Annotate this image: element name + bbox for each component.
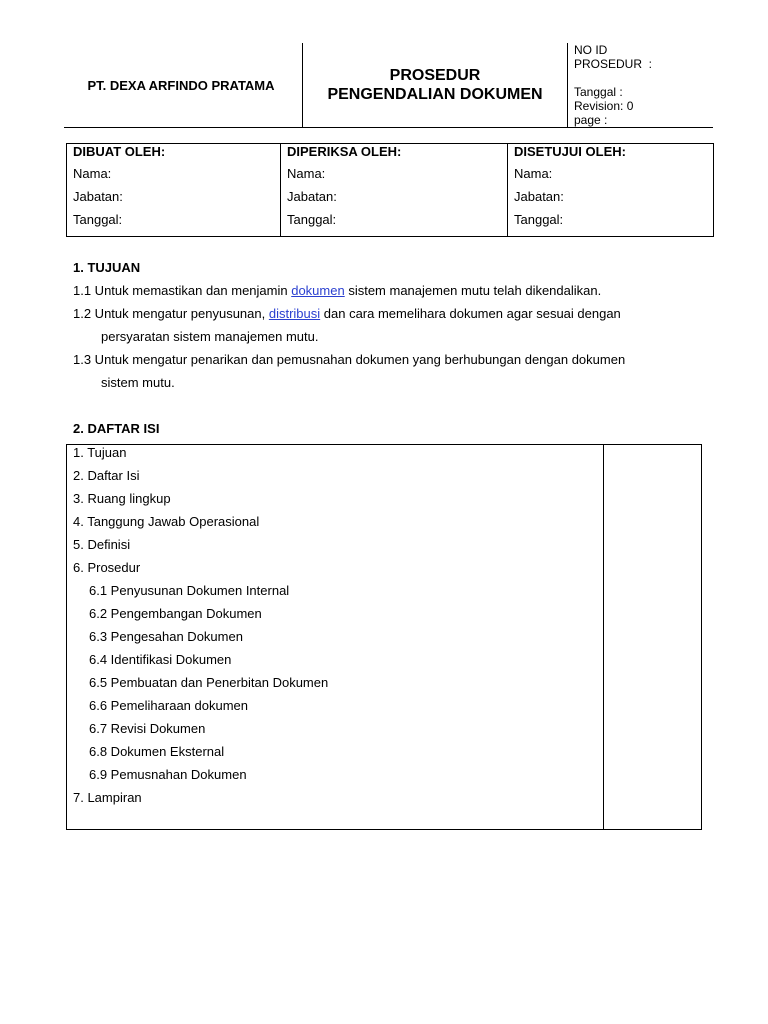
- approval-title: DIPERIKSA OLEH:: [287, 144, 402, 159]
- title-line-1: PROSEDUR: [389, 67, 481, 84]
- title-line-2: PENGENDALIAN DOKUMEN: [327, 86, 543, 103]
- tujuan-point-1: [73, 279, 694, 302]
- approval-title: DIBUAT OLEH:: [73, 144, 166, 159]
- toc-item: 5. Definisi: [73, 537, 131, 552]
- toc-item: 2. Daftar Isi: [73, 468, 140, 483]
- toc-item: 6.9 Pemusnahan Dokumen: [89, 767, 247, 782]
- link-dokumen[interactable]: dokumen: [291, 283, 345, 298]
- approval-nama: Nama:: [514, 166, 553, 181]
- toc-item: 6.2 Pengembangan Dokumen: [89, 606, 262, 621]
- document-title: [303, 66, 567, 104]
- toc-item: 1. Tujuan: [73, 445, 127, 460]
- approval-table: [66, 143, 714, 237]
- section-daftar-isi-heading: 2. DAFTAR ISI: [73, 421, 160, 436]
- approval-title: DISETUJUI OLEH:: [514, 144, 626, 159]
- table-of-contents: [66, 444, 702, 830]
- tujuan-point-2: [73, 302, 694, 325]
- company-name: PT. DEXA ARFINDO PRATAMA: [87, 78, 275, 93]
- approval-tanggal: Tanggal:: [287, 212, 337, 227]
- section-tujuan-heading: 1. TUJUAN: [73, 260, 141, 275]
- approval-jabatan: Jabatan:: [73, 189, 123, 204]
- tujuan-point-1-text-end: sistem manajemen mutu telah dikendalikan.: [344, 283, 602, 298]
- toc-item: 4. Tanggung Jawab Operasional: [73, 514, 260, 529]
- approval-col-diperiksa: [281, 144, 508, 237]
- toc-item: 6.7 Revisi Dokumen: [89, 721, 206, 736]
- toc-list: [73, 445, 328, 813]
- tujuan-point-3: 1.3 Untuk mengatur penarikan dan pemusnahan dokumen yang berhubungan dengan dokumen: [73, 352, 626, 367]
- approval-col-disetujui: [508, 144, 714, 237]
- section-tujuan-body: [73, 279, 694, 394]
- approval-nama: Nama:: [287, 166, 326, 181]
- tujuan-point-2-continued: persyaratan sistem manajemen mutu.: [101, 329, 319, 344]
- toc-item: 6.5 Pembuatan dan Penerbitan Dokumen: [89, 675, 329, 690]
- toc-item: 6.1 Penyusunan Dokumen Internal: [89, 583, 290, 598]
- meta-revision: Revision: 0: [574, 99, 634, 113]
- meta-tanggal: Tanggal :: [574, 85, 623, 99]
- header-bottom-rule: [64, 127, 713, 128]
- link-distribusi[interactable]: distribusi: [268, 306, 321, 321]
- toc-item: 6. Prosedur: [73, 560, 141, 575]
- approval-jabatan: Jabatan:: [514, 189, 564, 204]
- toc-column-divider: [603, 445, 604, 829]
- approval-tanggal: Tanggal:: [73, 212, 123, 227]
- meta-prosedur: PROSEDUR :: [574, 57, 653, 71]
- approval-col-dibuat: [67, 144, 281, 237]
- toc-item: 6.8 Dokumen Eksternal: [89, 744, 225, 759]
- toc-item: 6.6 Pemeliharaan dokumen: [89, 698, 248, 713]
- toc-item: 6.4 Identifikasi Dokumen: [89, 652, 232, 667]
- tujuan-point-2-text-end: dan cara memelihara dokumen agar sesuai dengan: [320, 306, 621, 321]
- tujuan-point-2-text: 1.2 Untuk mengatur penyusunan,: [73, 306, 269, 321]
- toc-item: 3. Ruang lingkup: [73, 491, 171, 506]
- toc-item: 7. Lampiran: [73, 790, 142, 805]
- approval-tanggal: Tanggal:: [514, 212, 564, 227]
- meta-page: page :: [574, 113, 608, 127]
- tujuan-point-3-continued: sistem mutu.: [101, 375, 175, 390]
- header-divider-right: [567, 43, 568, 128]
- meta-no-id: NO ID: [574, 43, 608, 57]
- approval-nama: Nama:: [73, 166, 112, 181]
- tujuan-point-1-text: 1.1 Untuk memastikan dan menjamin: [73, 283, 292, 298]
- toc-item: 6.3 Pengesahan Dokumen: [89, 629, 243, 644]
- approval-jabatan: Jabatan:: [287, 189, 337, 204]
